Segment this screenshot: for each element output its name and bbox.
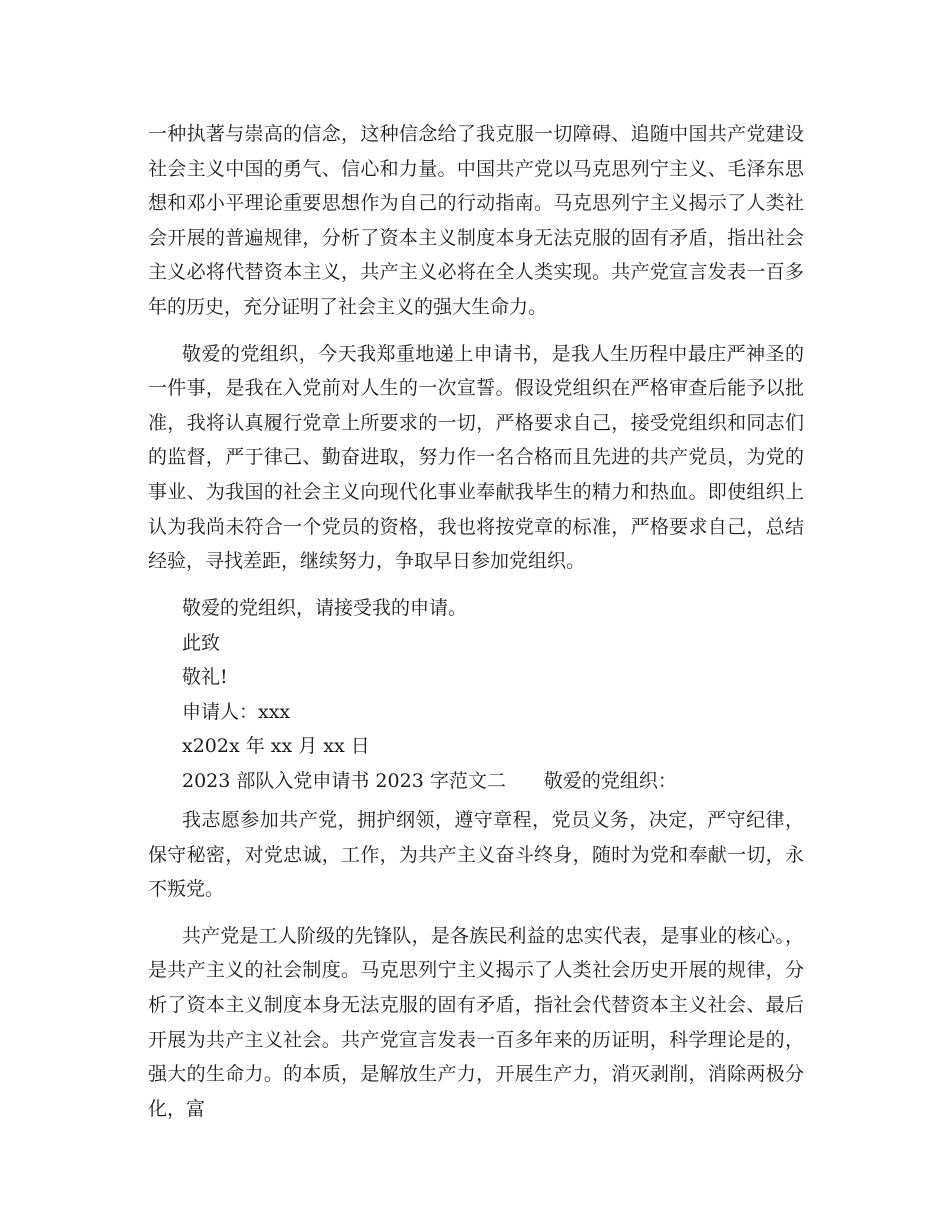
letter-closing xyxy=(148,591,804,799)
second-letter-title: 2023 部队入党申请书 2023 字范文二 敬爱的党组织： xyxy=(182,769,677,792)
paragraph-pledge: 敬爱的党组织，今天我郑重地递上申请书，是我人生历程中最庄严神圣的一件事，是我在入党前对人生的一次宣誓。假设党组织在严格审查后能予以批准，我将认真履行党章上所要求的一切，严格要求自己，接受党组织和同志们的监督，严于律己、勤奋进取，努力作一名合格而且先进的共产党员，为党的事业、为我国的社会主义向现代化事业奉献我毕生的精力和热血。即使组织上认为我尚未符合一个党员的资格，我也将按党章的标准，严格要求自己，总结经验，寻找差距，继续努力，争取早日参加党组织。 xyxy=(148,342,804,573)
paragraph-volunteer: 我志愿参加共产党，拥护纲领，遵守章程，党员义务，决定，严守纪律，保守秘密，对党忠诚，工作，为共产主义奋斗终身，随时为党和奉献一切，永不叛党。 xyxy=(148,809,804,901)
paragraph-vanguard: 共产党是工人阶级的先锋队，是各族民利益的忠实代表，是事业的核心。，是共产主义的社会制度。马克思列宁主义揭示了人类社会历史开展的规律，分析了资本主义制度本身无法克服的固有矛盾，指社会代替资本主义社会、最后开展为共产主义社会。共产党宣言发表一百多年来的历证明，科学理论是的，强大的生命力。的本质，是解放生产力，开展生产力，消灭剥削，消除两极分化，富 xyxy=(148,924,804,1120)
applicant-line: 申请人：xxx xyxy=(182,700,291,723)
date-line: x202x 年 xx 月 xx 日 xyxy=(182,735,370,758)
letter-body-part-2 xyxy=(148,803,804,1126)
salutation-jingli: 敬礼! xyxy=(182,666,228,689)
paragraph-belief: 一种执著与崇高的信念，这种信念给了我克服一切障碍、追随中国共产党建设社会主义中国的勇气、信心和力量。中国共产党以马克思列宁主义、毛泽东思想和邓小平理论重要思想作为自己的行动指南。马克思列宁主义揭示了人类社会开展的普遍规律，分析了资本主义制度本身无法克服的固有矛盾，指出社会主义必将代替资本主义，共产主义必将在全人类实现。共产党宣言发表一百多年的历史，充分证明了社会主义的强大生命力。 xyxy=(148,123,804,318)
letter-body-part-1 xyxy=(148,117,804,579)
salutation-cizhi: 此致 xyxy=(182,631,221,654)
request-line: 敬爱的党组织，请接受我的申请。 xyxy=(182,597,468,619)
